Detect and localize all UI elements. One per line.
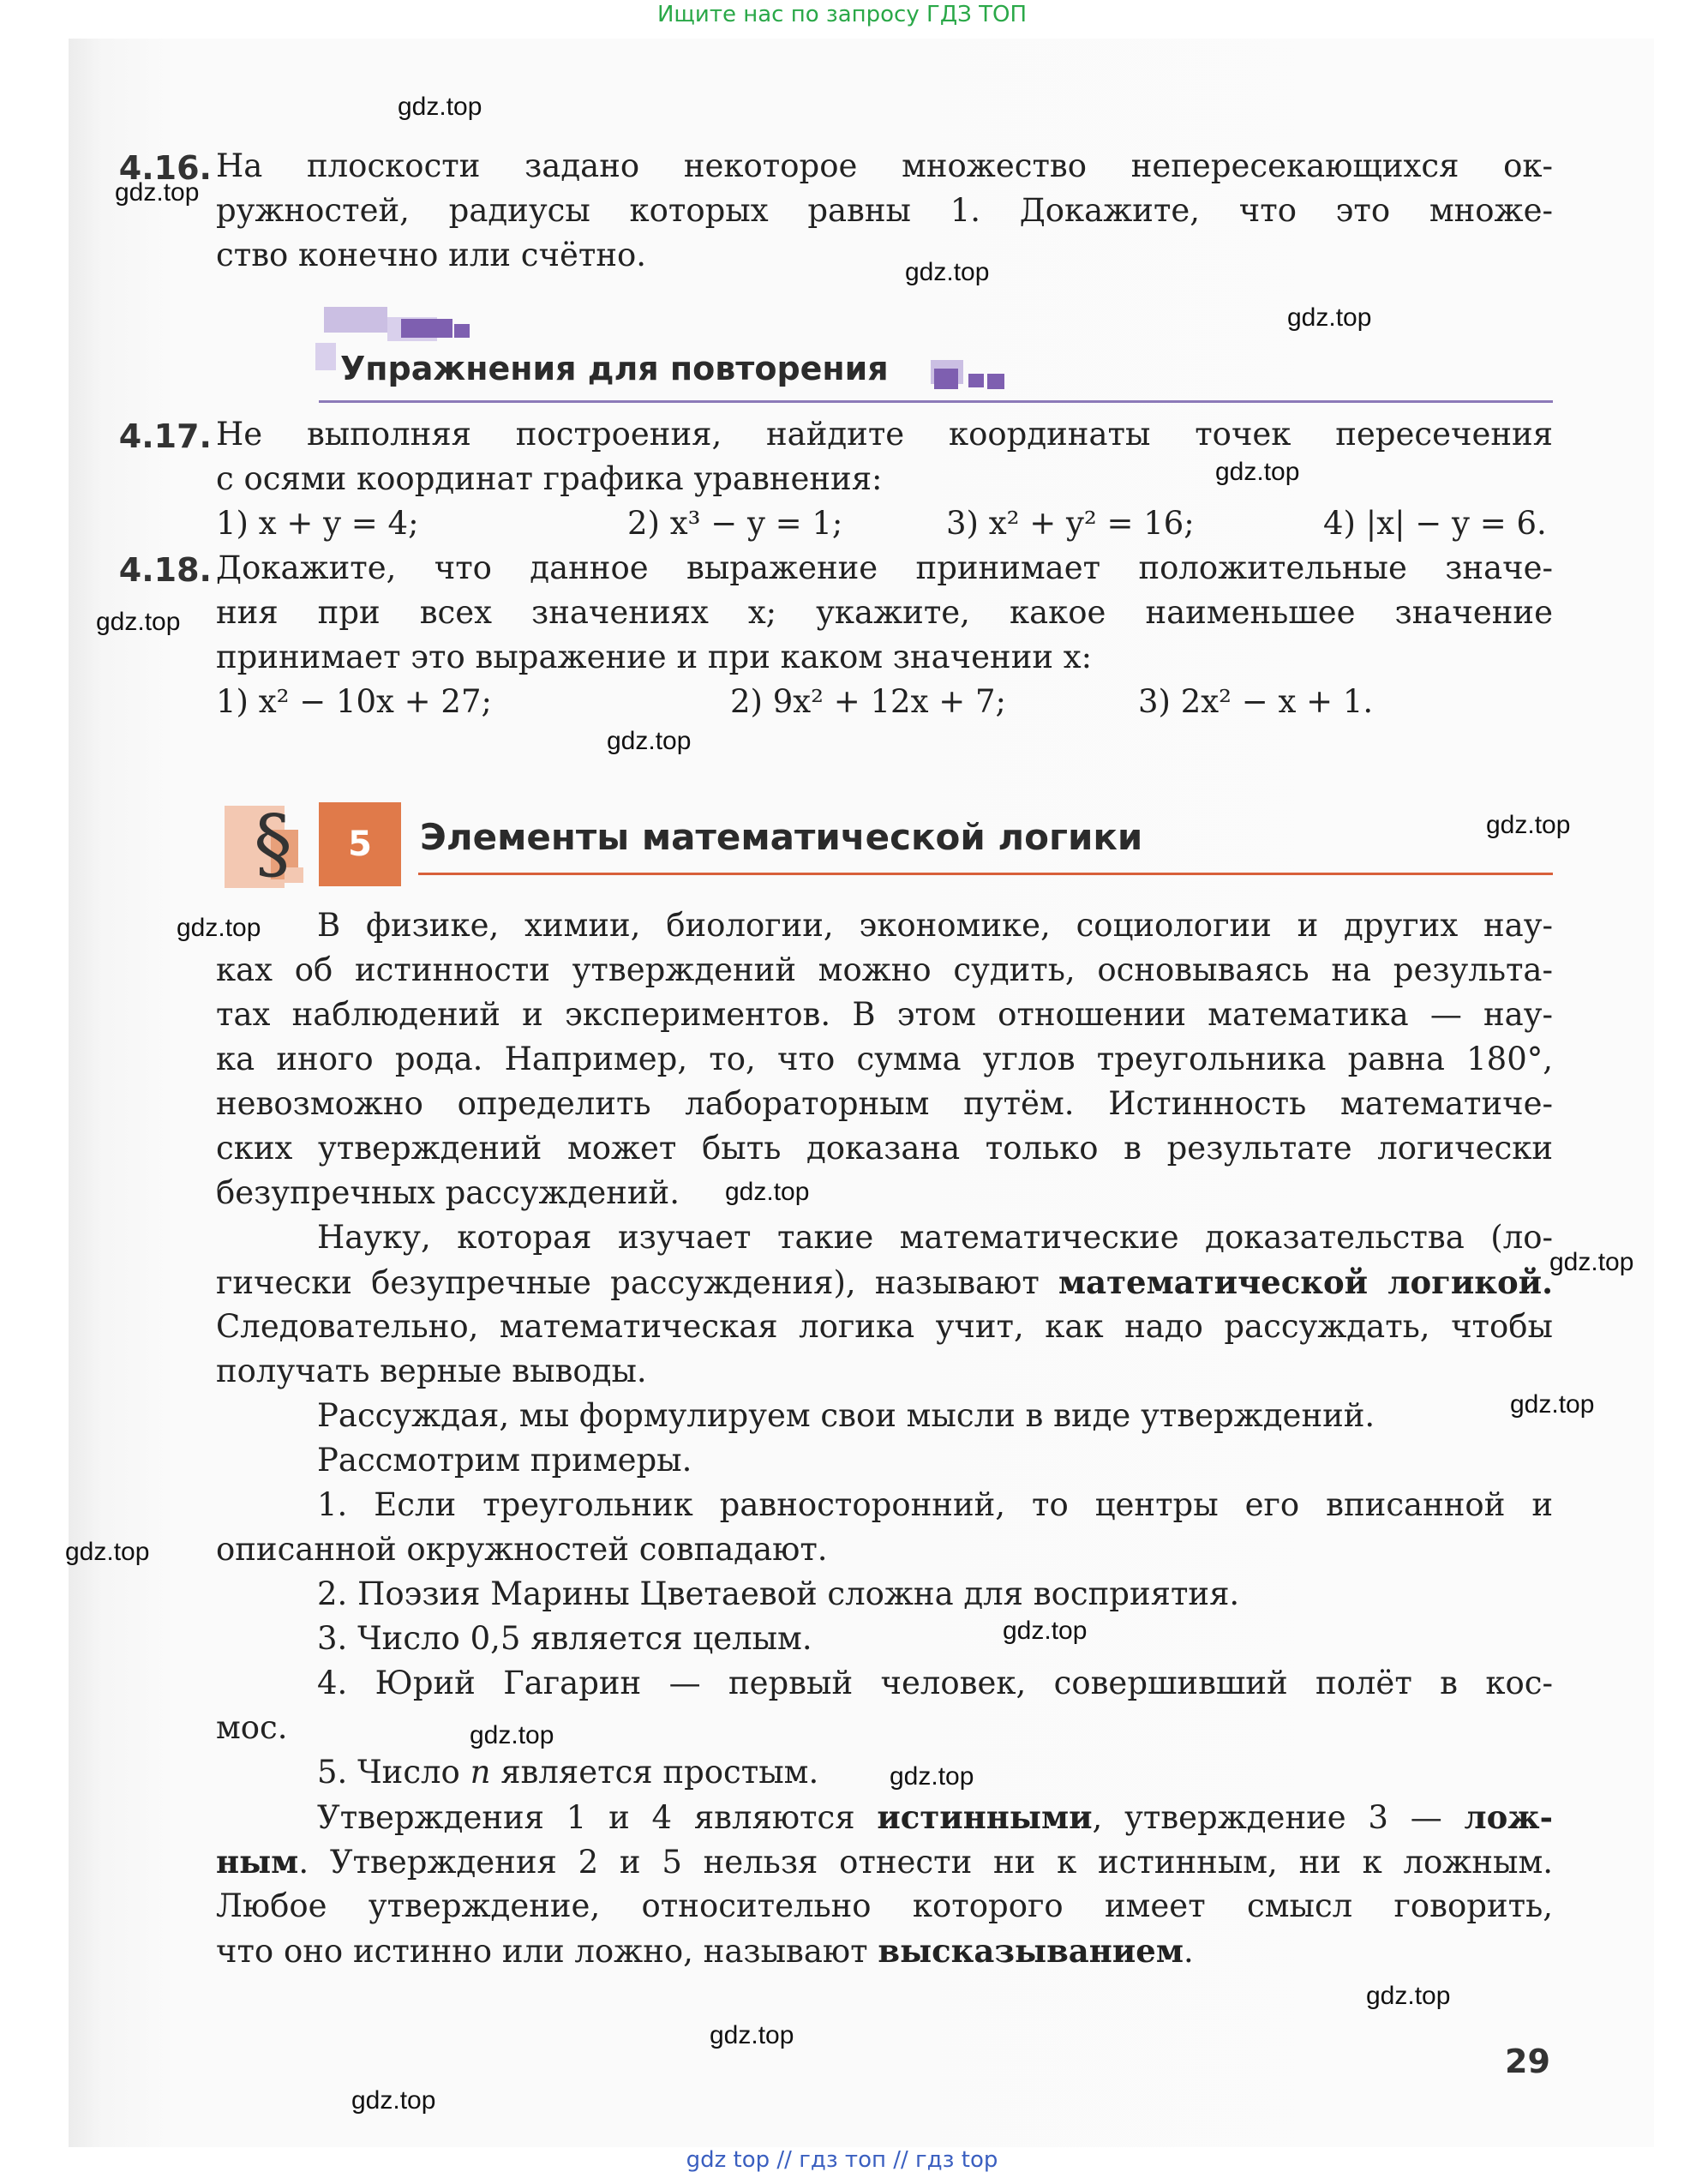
bold-term: лож-	[1464, 1798, 1553, 1836]
text-line: ка иного рода. Например, то, что сумма углов треугольника равна 180°,	[216, 1041, 1553, 1077]
text-line: На плоскости задано некоторое множество непересекающихся ок-	[216, 147, 1553, 184]
watermark: gdz.top	[1510, 1390, 1595, 1419]
text-line: тах наблюдений и экспериментов. В этом отношении математика — нау-	[216, 996, 1553, 1033]
text-line: Рассуждая, мы формулируем свои мысли в виде утверждений.	[317, 1397, 1375, 1434]
text-line: Докажите, что данное выражение принимает положительные значе-	[216, 549, 1553, 586]
text-line: Следовательно, математическая логика учит, как надо рассуждать, чтобы	[216, 1308, 1553, 1345]
watermark: gdz.top	[1486, 811, 1571, 839]
section-title: Элементы математической логики	[420, 816, 1143, 858]
option-2: 2) 9x² + 12x + 7;	[730, 683, 1006, 720]
watermark: gdz.top	[607, 727, 692, 755]
section-symbol: §	[254, 799, 292, 889]
watermark: gdz.top	[470, 1721, 554, 1749]
text-line: 4. Юрий Гагарин — первый человек, совершивший полёт в кос-	[317, 1665, 1553, 1701]
variable: n	[470, 1754, 491, 1791]
text-line	[216, 1839, 1553, 1884]
watermark: gdz.top	[177, 914, 261, 942]
watermark: gdz.top	[115, 178, 200, 207]
page-edge	[1654, 0, 1684, 2184]
text-run: , утверждение 3 —	[1092, 1799, 1465, 1836]
text-run: 5. Число	[317, 1754, 470, 1791]
text-run: что оно истинно или ложно, называют	[216, 1933, 878, 1970]
watermark: gdz.top	[65, 1538, 150, 1566]
watermark: gdz.top	[1366, 1982, 1451, 2010]
watermark: gdz.top	[1549, 1248, 1634, 1276]
text-line: Не выполняя построения, найдите координаты точек пересечения	[216, 416, 1553, 453]
text-line: ских утверждений может быть доказана только в результате логически	[216, 1130, 1553, 1167]
text-line	[216, 1260, 1553, 1305]
section-title-rule	[418, 873, 1553, 875]
watermark: gdz.top	[351, 2086, 436, 2115]
decor-square	[315, 343, 336, 370]
text-line	[216, 1929, 1553, 1973]
text-run: .	[1183, 1933, 1194, 1970]
option-4: 4) |x| − y = 6.	[1323, 505, 1547, 542]
text-line: Науку, которая изучает такие математические доказательства (ло-	[317, 1219, 1553, 1256]
text-line: 1. Если треугольник равносторонний, то центры его вписанной и	[317, 1486, 1553, 1523]
section-body	[216, 903, 1553, 1973]
decor-square	[987, 374, 1004, 389]
top-banner[interactable]: Ищите нас по запросу ГДЗ ТОП	[656, 2, 1028, 27]
text-line: невозможно определить лабораторным путём. Истинность математиче-	[216, 1085, 1553, 1122]
text-run: гически безупречные рассуждения), называют	[216, 1264, 1059, 1301]
text-run: является простым.	[490, 1754, 819, 1791]
watermark: gdz.top	[1287, 303, 1372, 332]
text-line: 2. Поэзия Марины Цветаевой сложна для восприятия.	[317, 1575, 1240, 1612]
bold-term: высказыванием	[878, 1932, 1184, 1970]
exercise-number: 4.18.	[118, 551, 212, 589]
text-line: ках об истинности утверждений можно судить, основываясь на результа-	[216, 951, 1553, 988]
text-line: описанной окружностей совпадают.	[216, 1531, 828, 1568]
text-line: ство конечно или счётно.	[216, 237, 647, 273]
watermark: gdz.top	[710, 2021, 794, 2049]
bold-term: математической логикой.	[1058, 1263, 1554, 1301]
text-line: Рассмотрим примеры.	[317, 1442, 692, 1479]
exercise-number: 4.17.	[118, 417, 212, 455]
option-3: 3) x² + y² = 16;	[946, 505, 1195, 542]
text-line: ружностей, радиусы которых равны 1. Докажите, что это множе-	[216, 192, 1553, 229]
bold-term: ным	[216, 1843, 299, 1881]
option-2: 2) x³ − y = 1;	[627, 505, 843, 542]
watermark: gdz.top	[725, 1178, 810, 1206]
exercise-number: 4.16.	[118, 149, 212, 187]
text-line: ния при всех значениях x; укажите, какое наименьшее значение	[216, 594, 1553, 631]
option-1: 1) x² − 10x + 27;	[216, 683, 492, 720]
decor-square	[934, 369, 958, 389]
text-run: Утверждения 1 и 4 являются	[317, 1799, 878, 1836]
text-line	[216, 1750, 1553, 1795]
text-line: с осями координат графика уравнения:	[216, 460, 883, 497]
review-heading: Упражнения для повторения	[340, 350, 889, 387]
watermark: gdz.top	[890, 1762, 974, 1791]
section-number-tile: 5	[319, 802, 401, 886]
watermark: gdz.top	[398, 93, 482, 121]
text-line: принимает это выражение и при каком значении x:	[216, 639, 1093, 675]
text-run: . Утверждения 2 и 5 нельзя отнести ни к истинным, ни к ложным.	[298, 1844, 1553, 1881]
review-heading-rule	[319, 400, 1553, 403]
page-number: 29	[1505, 2043, 1550, 2080]
text-line	[216, 1795, 1553, 1839]
text-line: мос.	[216, 1709, 288, 1746]
decor-square	[454, 324, 470, 338]
decor-square	[401, 319, 452, 338]
bottom-banner[interactable]: gdz top // гдз топ // гдз top	[686, 2147, 998, 2173]
watermark: gdz.top	[1215, 458, 1300, 486]
text-line: получать верные выводы.	[216, 1353, 647, 1389]
option-1: 1) x + y = 4;	[216, 505, 419, 542]
decor-square	[968, 374, 984, 387]
watermark: gdz.top	[1003, 1617, 1088, 1645]
watermark: gdz.top	[96, 608, 181, 636]
text-line: В физике, химии, биологии, экономике, социологии и других нау-	[317, 907, 1553, 944]
option-3: 3) 2x² − x + 1.	[1138, 683, 1374, 720]
exercise-4-17	[118, 412, 1553, 546]
bold-term: истинными	[877, 1798, 1093, 1836]
text-line: безупречных рассуждений.	[216, 1174, 680, 1211]
text-line: 3. Число 0,5 является целым.	[317, 1620, 812, 1657]
answer-options	[216, 680, 1553, 724]
watermark: gdz.top	[905, 258, 990, 286]
text-line: Любое утверждение, относительно которого имеет смысл говорить,	[216, 1887, 1553, 1924]
decor-square	[324, 307, 387, 333]
answer-options	[216, 501, 1553, 546]
